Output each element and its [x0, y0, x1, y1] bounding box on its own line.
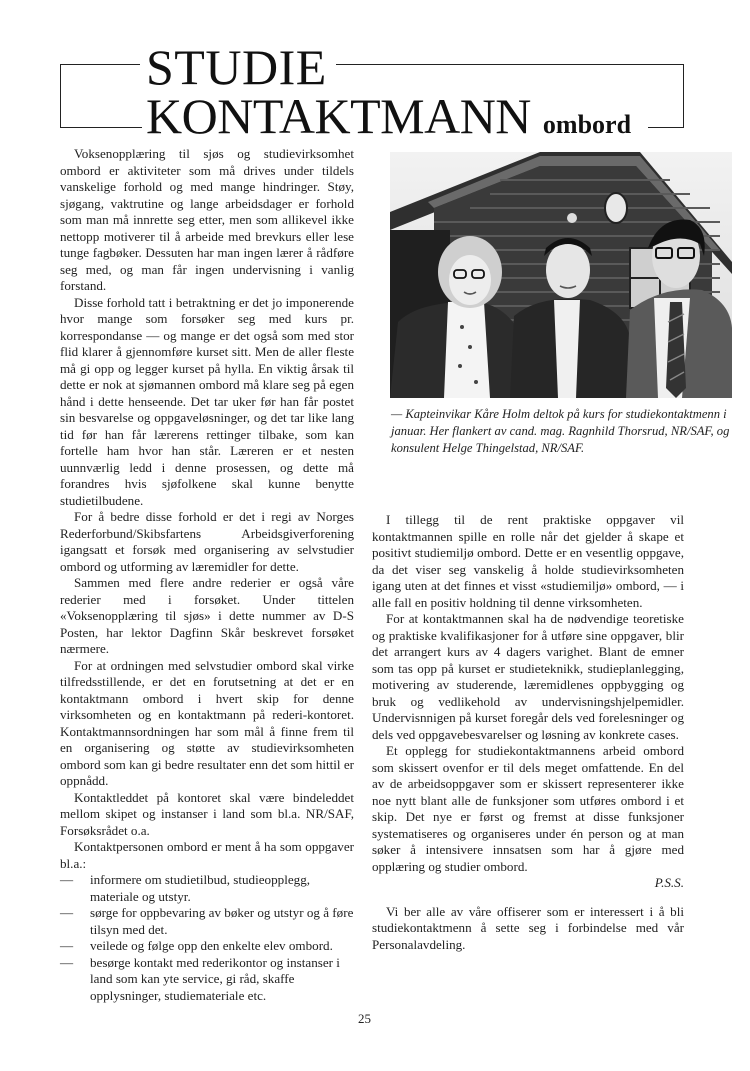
- photo-caption: — Kapteinvikar Kåre Holm deltok på kurs for studiekontaktmenn i januar. Her flankert av cand. mag. Ragnhild Thorsrud, NR/SAF, og konsulent Helge Thingelstad, NR/SAF.: [391, 407, 730, 455]
- right-paragraph-1: I tillegg til de rent praktiske oppgaver vil kontaktmannen spille en rolle når det gjelder å skape et positivt studiemiljø ombord. Dette er en vesentlig oppgave, da det viser seg vanskelig å holde studievirksomheten igang uten at det finnes et visst «studiemiljø» ombord, — i alle fall en positiv holdning til denne virksomheten.: [372, 512, 684, 610]
- right-paragraph-2: For at kontaktmannen skal ha de nødvendige teoretiske og praktiske kvalifikasjoner for å utføre sine oppgaver, blir det arrangert kurs av 4 dagers varighet. Blant de emner som tas opp på kurset er studieteknikk, studieplanlegging, motivering av studerende, læremidlenes oppbygging og bruk og vedlikehold av undervisningshjelpemidler. Undervisnnigen på kurset foregår dels ved forelesninger og dels ved oppgavebesvarelser og løsning av konkrete cases.: [372, 611, 684, 742]
- left-paragraph-4: Sammen med flere andre rederier er også våre rederier med i forsøket. Under tittelen «Voksenopplæring til sjøs» i dette nummer av D-S Posten, har lektor Dagfinn Skår beskrevet forsøket nærmere.: [60, 575, 354, 656]
- task-list-item: — veilede og følge opp den enkelte elev ombord.: [60, 938, 354, 955]
- group-photo-image: [390, 152, 732, 398]
- title-line-2: [146, 88, 632, 150]
- left-paragraph-3: For å bedre disse forhold er det i regi av Norges Rederforbund/Skibsfartens Arbeidsgiverforening igangsatt et forsøk med organisering av selvstudier ombord og utforming av læremidler for dette.: [60, 509, 354, 574]
- task-list-item: — sørge for oppbevaring av bøker og utstyr og å føre tilsyn med det.: [60, 905, 354, 938]
- left-column: [60, 146, 354, 1004]
- left-paragraph-7: Kontaktpersonen ombord er ment å ha som oppgaver bl.a.:: [60, 839, 354, 871]
- right-paragraph-4: Vi ber alle av våre offiserer som er interessert i å bli studiekontaktmenn å sette seg i forbindelse med vår Personalavdeling.: [372, 903, 684, 952]
- left-paragraph-5: For at ordningen med selvstudier ombord skal virke tilfredsstillende, er det en forutsetning at det er en kontaktmann ombord i hvert skip for denne virksomheten og en kontaktmann på rederi-kontoret. Kontaktmannsordningen har som mål å finne frem til en organisering og støtte av studievirksomheten ombord som kan gi bedre resultater enn det som hittil er oppnådd.: [60, 657, 354, 788]
- page-number: 25: [358, 1011, 371, 1026]
- left-paragraph-1: Voksenopplæring til sjøs og studievirksomhet ombord er aktiviteter som må drives under tildels vanskelige forhold og med mange hindringer. Støy, sjøgang, vaktrutine og lange arbeidsdager er forhold som man må innrette seg etter, men som allikevel ikke nettopp motiverer til å arbeide med brevkurs eller lese tunge fagbøker. Dessuten har man ingen lærer å rådføre seg med, og man får ingen undervisning i vanlig forstand.: [60, 146, 354, 293]
- right-column: [372, 512, 684, 953]
- left-paragraph-2: Disse forhold tatt i betraktning er det jo imponerende hvor mange som forsøker seg med kurs pr. korrespondanse — og mange er det også som med stor flid klarer å gjennomføre kurset sitt. Men de aller fleste må gi opp og legger kurset på hylla. En viktig årsak til dette er nok at sjømannen ombord må klare seg på egen hånd i dette henseende. Det tar uker før han får postet sin besvarelse og oppgaveløsninger, og det tar like lang tid før han får lærerens rettinger tilbake, som kan fortelle ham hvor han står. Læreren er et nesten uunnværlig ledd i denne prosessen, og dette må forandres hvis sjøfolkene skal kunne benytte studietilbudene.: [60, 294, 354, 508]
- right-paragraph-3: Et opplegg for studiekontaktmannens arbeid ombord som skissert ovenfor er til dels meget omfattende. En del av de arbeidsoppgaver som er skissert representerer ikke noe nytt blant alle de funksjoner som utføres ombord i et skip. Det nye er først og fremst at disse funksjoner systematiseres og organiseres under én person og at man søker å intensivere innsatsen som har å gjøre med opplæring og studier ombord.: [372, 743, 684, 874]
- title-main-word: KONTAKTMANN: [146, 88, 531, 144]
- left-paragraph-6: Kontaktleddet på kontoret skal være bindeleddet mellom skipet og instanser i land som bl.a. NR/SAF, Forsøksrådet o.a.: [60, 789, 354, 838]
- group-photo: [390, 152, 732, 398]
- task-list-item: — besørge kontakt med rederikontor og instanser i land som kan yte service, gi råd, skaffe opplysninger, studiemateriale etc.: [60, 955, 354, 1005]
- task-list-item: — informere om studietilbud, studieopplegg, materiale og utstyr.: [60, 872, 354, 905]
- signature: P.S.S.: [654, 875, 684, 890]
- title-suffix: ombord: [542, 110, 632, 139]
- task-list: [60, 872, 354, 1004]
- title-line-1: STUDIE: [146, 39, 327, 95]
